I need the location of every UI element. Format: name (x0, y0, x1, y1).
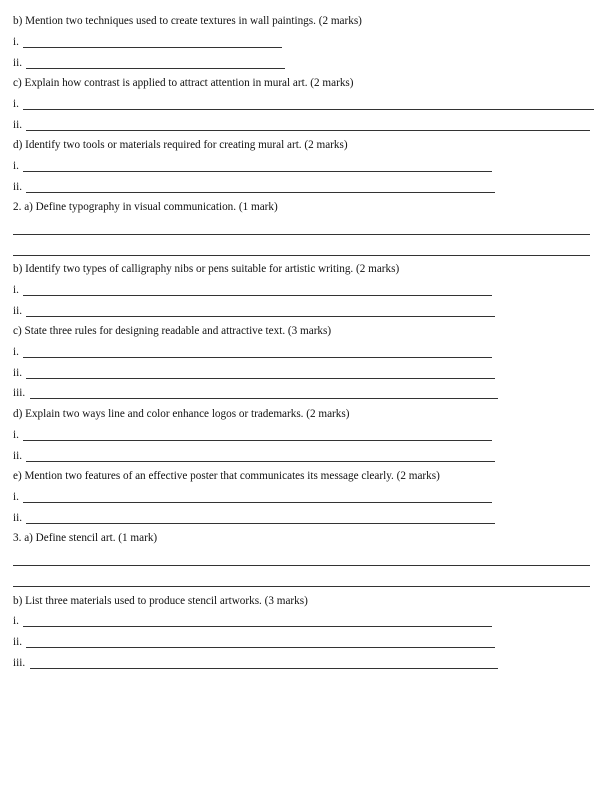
item-label: iii. (13, 387, 26, 399)
item-label: ii. (13, 367, 23, 379)
answer-line-3a-2[interactable] (13, 586, 590, 587)
item-label: ii. (13, 512, 23, 524)
answer-line-3a-1[interactable] (13, 565, 590, 566)
item-label: i. (13, 98, 19, 110)
question-1d: d) Identify two tools or materials required for creating mural art. (2 marks) (13, 139, 348, 151)
item-label: ii. (13, 57, 23, 69)
question-2e: e) Mention two features of an effective poster that communicates its message clearly. (2 marks) (13, 470, 440, 482)
item-label: ii. (13, 450, 23, 462)
question-2b: b) Identify two types of calligraphy nibs or pens suitable for artistic writing. (2 marks) (13, 263, 400, 275)
item-label: ii. (13, 636, 23, 648)
item-label: ii. (13, 181, 23, 193)
question-1c: c) Explain how contrast is applied to attract attention in mural art. (2 marks) (13, 77, 354, 89)
item-label: ii. (13, 305, 23, 317)
item-label: iii. (13, 657, 26, 669)
item-label: i. (13, 615, 19, 627)
question-3b: b) List three materials used to produce stencil artworks. (3 marks) (13, 595, 308, 607)
answer-line-2a-1[interactable] (13, 234, 590, 235)
question-3a: 3. a) Define stencil art. (1 mark) (13, 532, 158, 544)
question-1b: b) Mention two techniques used to create textures in wall paintings. (2 marks) (13, 15, 362, 27)
question-2d: d) Explain two ways line and color enhance logos or trademarks. (2 marks) (13, 408, 350, 420)
answer-line-2a-2[interactable] (13, 255, 590, 256)
question-2c: c) State three rules for designing readable and attractive text. (3 marks) (13, 325, 332, 337)
item-label: i. (13, 36, 19, 48)
item-label: i. (13, 346, 19, 358)
item-label: i. (13, 160, 19, 172)
item-label: ii. (13, 119, 23, 131)
item-label: i. (13, 429, 19, 441)
question-2a: 2. a) Define typography in visual communication. (1 mark) (13, 201, 278, 213)
item-label: i. (13, 491, 19, 503)
item-label: i. (13, 284, 19, 296)
